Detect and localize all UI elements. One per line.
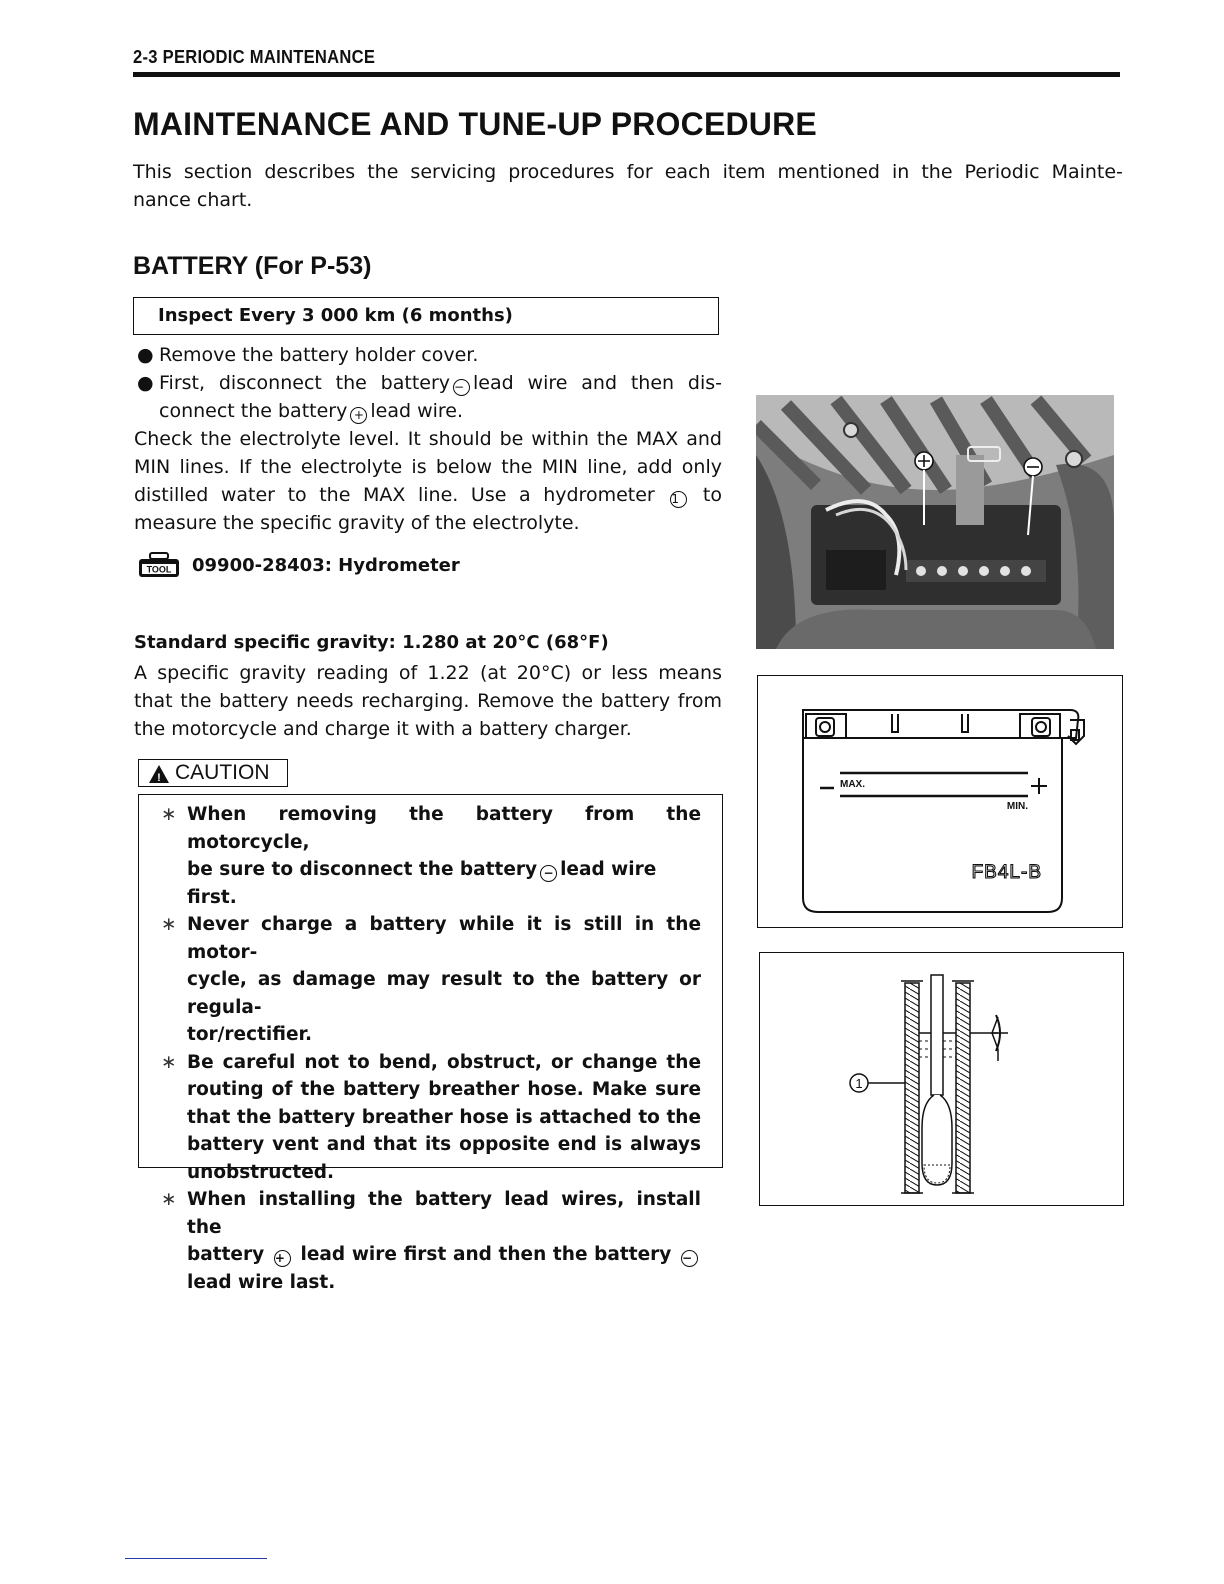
callout-1-label: 1	[855, 1076, 863, 1091]
caution-list	[161, 801, 701, 1296]
section-title-battery: BATTERY (For P-53)	[133, 252, 372, 280]
asterisk-icon: ∗	[161, 914, 177, 935]
standard-gravity: Standard specific gravity: 1.280 at 20°C (68°F)	[134, 632, 609, 653]
intro-word: the	[367, 161, 399, 183]
warning-triangle-icon	[148, 764, 170, 784]
minus-circle-icon: −	[453, 379, 470, 396]
check-line-2: MIN lines. If the electrolyte is below the MIN line, add only	[134, 456, 722, 478]
caution-item: ∗ Never charge a battery while it is still in the motor- cycle, as damage may result to the battery or regula- tor/rectifier.	[161, 911, 701, 1049]
callout-1-icon: 1	[670, 491, 687, 508]
intro-word: Mainte-	[1051, 161, 1123, 183]
hydrometer-diagram	[760, 953, 1125, 1207]
battery-photo	[756, 395, 1114, 649]
battery-level-figure	[757, 675, 1123, 928]
intro-word: the	[921, 161, 953, 183]
bullet2-line1: First, disconnect the battery − lead wire and then dis-	[159, 372, 722, 394]
tool-part-number: 09900-28403: Hydrometer	[192, 554, 460, 576]
bullet-dot-icon: ●	[137, 344, 154, 366]
caution-label	[138, 759, 288, 787]
asterisk-icon: ∗	[161, 804, 177, 825]
check-line-4: measure the specific gravity of the electrolyte.	[134, 512, 580, 534]
intro-word: section	[183, 161, 253, 183]
footer-link-underline	[125, 1558, 267, 1559]
caution-item: ∗ When removing the battery from the motorcycle, be sure to disconnect the battery − lead wire first.	[161, 801, 701, 911]
reading-paragraph: A specific gravity reading of 1.22 (at 20°C) or less means that the battery needs recharging. Remove the battery from the motorcycle and charge it with a battery charger.	[134, 662, 722, 740]
plus-circle-icon: +	[274, 1250, 291, 1267]
intro-word: for	[626, 161, 653, 183]
asterisk-icon: ∗	[161, 1189, 177, 1210]
list-item: ● Remove the battery holder cover.	[134, 341, 722, 369]
battery-model-label: FB4L-B	[971, 862, 1042, 883]
intro-word: mentioned	[777, 161, 880, 183]
special-tool	[138, 552, 460, 578]
caution-item: ∗ When installing the battery lead wires, install the battery + lead wire first and then the battery − lead wire last.	[161, 1186, 701, 1296]
asterisk-icon: ∗	[161, 1051, 177, 1073]
tool-icon	[138, 552, 180, 578]
intro-word: each	[664, 161, 711, 183]
check-line-1: Check the electrolyte level. It should be within the MAX and	[134, 428, 722, 450]
bullet-dot-icon: ●	[137, 372, 154, 394]
bullet2-line2: connect the battery + lead wire.	[159, 400, 464, 422]
plus-circle-icon: +	[350, 407, 367, 424]
intro-word: describes	[264, 161, 356, 183]
min-label: MIN.	[1006, 801, 1028, 812]
intro-word: procedures	[508, 161, 615, 183]
intro-word: servicing	[410, 161, 497, 183]
minus-circle-icon: −	[681, 1250, 698, 1267]
intro-word: in	[891, 161, 910, 183]
intro-word: item	[722, 161, 766, 183]
intro-line-2: nance chart.	[133, 189, 253, 211]
caution-item: ∗ Be careful not to bend, obstruct, or change the routing of the battery breather hose. Make sure that the battery breather hose is attached to the battery vent and that its opposite end is always unobstructed.	[161, 1049, 701, 1187]
intro-paragraph	[133, 158, 1123, 214]
svg-text:!: !	[157, 772, 161, 784]
battery-instructions	[134, 341, 722, 537]
battery-diagram	[758, 676, 1124, 929]
caution-box	[138, 794, 723, 1293]
hydrometer-figure	[759, 952, 1124, 1206]
max-label: MAX.	[840, 779, 865, 790]
header-rule	[133, 72, 1120, 77]
intro-word: Periodic	[964, 161, 1040, 183]
check-line-3: distilled water to the MAX line. Use a hydrometer 1 to	[134, 484, 722, 506]
list-item	[134, 369, 722, 425]
svg-text:TOOL: TOOL	[146, 564, 172, 575]
intro-word: This	[133, 161, 172, 183]
page-title: MAINTENANCE AND TUNE-UP PROCEDURE	[133, 106, 817, 142]
intro-line-1	[133, 158, 1123, 186]
minus-circle-icon: −	[540, 865, 557, 882]
battery-photo-illustration	[756, 395, 1114, 649]
inspect-interval-box	[133, 297, 719, 335]
running-head: 2-3 PERIODIC MAINTENANCE	[133, 47, 376, 67]
caution-text: CAUTION	[175, 761, 270, 784]
inspect-interval-text: Inspect Every 3 000 km (6 months)	[158, 305, 513, 326]
